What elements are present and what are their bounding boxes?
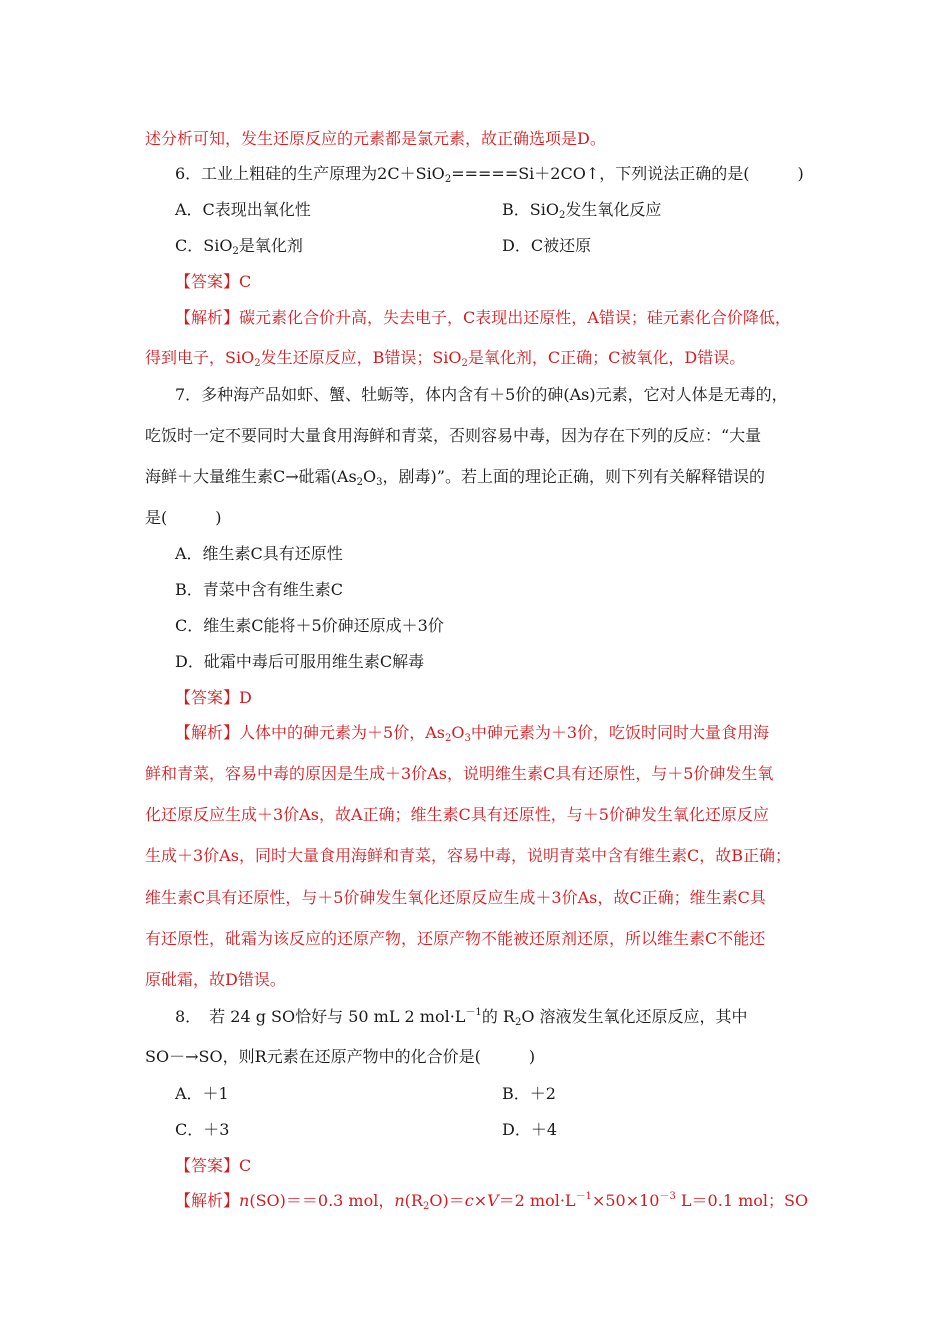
q7-option-b: B．青菜中含有维生素C [175,580,344,599]
q7-analysis-line-5: 维生素C具有还原性，与＋5价砷发生氧化还原反应生成＋3价As，故C正确；维生素C具 [145,888,766,907]
q6-analysis-line-1: 【解析】碳元素化合价升高，失去电子，C表现出还原性，A错误；硅元素化合价降低， [175,308,791,327]
q7-option-a: A．维生素C具有还原性 [175,544,343,563]
q8-option-d: D．＋4 [502,1120,558,1139]
q8-option-c: C．＋3 [175,1120,230,1139]
q7-analysis-line-1: 【解析】人体中的砷元素为＋5价，$As_2O_3$中砷元素为＋3价，吃饭时同时大量食用海 [175,723,770,744]
q6-option-d: D．C被还原 [502,236,592,255]
q8-answer: 【答案】C [175,1156,252,1175]
q6-option-a: A．C表现出氧化性 [175,200,311,219]
q8-option-b: B．＋2 [502,1084,556,1103]
q7-analysis-line-4: 生成＋3价As，同时大量食用海鲜和青菜，容易中毒，说明青菜中含有维生素C，故B正确； [145,846,791,865]
q8-stem-line-2: SO－→SO，则R元素在还原产物中的化合价是( ) [145,1047,536,1066]
q8-analysis-line-1: 【解析】n(SO)＝＝0.3 mol，$n(R_2O)=c\times V=2$ $mol\cdot L^{-1}\times 50\times 10^{-3}$ L＝0.1 mol；SO [175,1191,809,1212]
prev-analysis-tail: 述分析可知，发生还原反应的元素都是氯元素，故正确选项是D。 [145,129,606,148]
q6-option-c: C．SiO$_2$是氧化剂 [175,236,303,257]
q7-option-d: D．砒霜中毒后可服用维生素C解毒 [175,652,425,671]
q7-analysis-line-6: 有还原性，砒霜为该反应的还原产物，还原产物不能被还原剂还原，所以维生素C不能还 [145,929,766,948]
q7-answer: 【答案】D [175,688,252,707]
q7-analysis-line-3: 化还原反应生成＋3价As，故A正确；维生素C具有还原性，与＋5价砷发生氧化还原反应 [145,805,769,824]
q6-analysis-line-2: 得到电子，SiO$_2$发生还原反应，B错误；SiO$_2$是氧化剂，C正确；C被氧化，D错误。 [145,348,746,369]
q7-option-c: C．维生素C能将＋5价砷还原成＋3价 [175,616,444,635]
q7-analysis-line-7: 原砒霜，故D错误。 [145,970,286,989]
q7-stem-line-4: 是( ) [145,508,222,527]
q7-stem-line-1: 7．多种海产品如虾、蟹、牡蛎等，体内含有＋5价的砷(As)元素，它对人体是无毒的， [175,385,788,404]
q7-stem-line-2: 吃饭时一定不要同时大量食用海鲜和青菜，否则容易中毒，因为存在下列的反应：“大量 [145,426,762,445]
q6-stem: 6．工业上粗硅的生产原理为2C＋SiO$_2$=====Si＋2CO↑，下列说法正确的是( ) [175,164,804,185]
q7-stem-line-3: 海鲜＋大量维生素C→砒霜($As_2O_3$，剧毒)”。若上面的理论正确，则下列有关解释错误的 [145,467,765,488]
q8-stem-line-1: 8． 若 24 g SO恰好与 50 mL 2 $mol\cdot L^{-1}$的 $R_2O$ 溶液发生氧化还原反应，其中 [175,1007,748,1028]
q7-analysis-line-2: 鲜和青菜，容易中毒的原因是生成＋3价As，说明维生素C具有还原性，与＋5价砷发生氧 [145,764,774,783]
q6-option-b: B．SiO$_2$发生氧化反应 [502,200,662,221]
q8-option-a: A．＋1 [175,1084,229,1103]
q6-answer: 【答案】C [175,272,252,291]
